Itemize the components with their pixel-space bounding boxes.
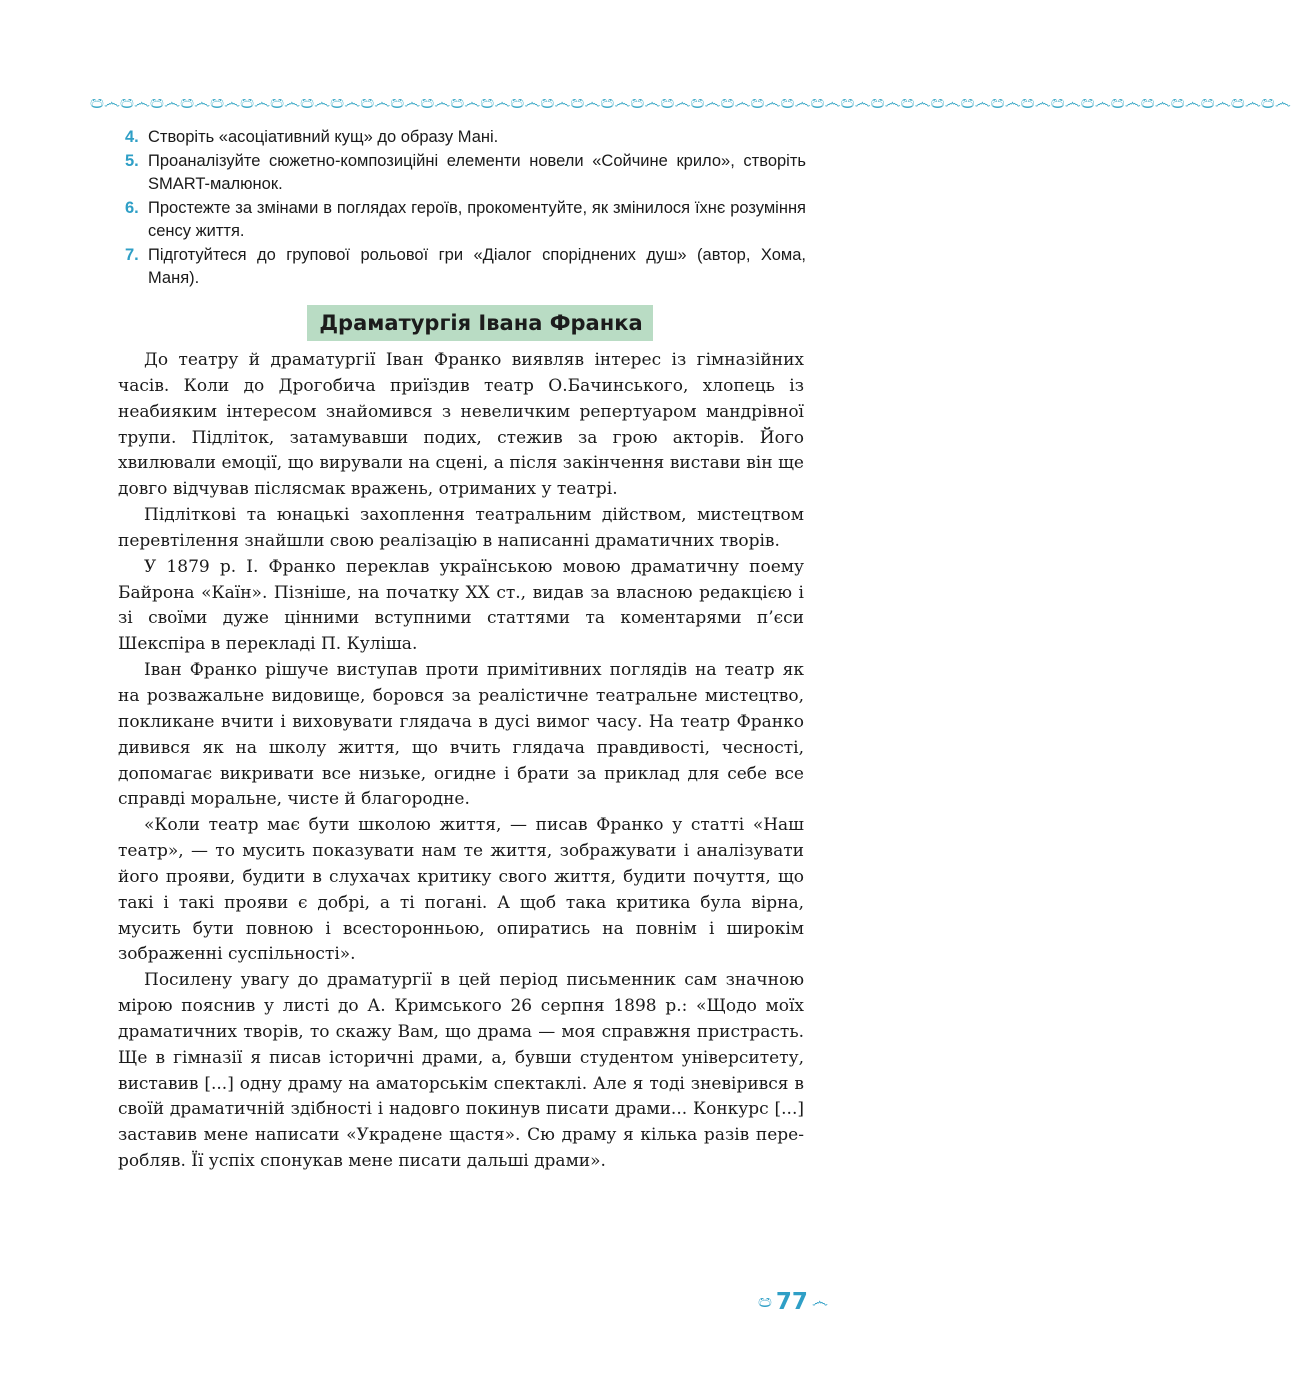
task-number: 4. — [125, 128, 139, 146]
article-body — [118, 348, 804, 1175]
task-text: Простежте за змінами в поглядах героїв, прокоментуйте, як змінилося їхнє розуміння сенсу життя. — [148, 199, 806, 240]
section-heading-wrap — [0, 305, 952, 341]
page-number: 77 — [775, 1289, 808, 1315]
task-text: Створіть «асоціативний кущ» до образу Мані. — [148, 128, 499, 146]
task-text: Підготуйтеся до групової рольової гри «Діалог споріднених душ» (автор, Хома, Маня). — [148, 246, 806, 287]
ornament-left-icon: ඏ — [758, 1292, 772, 1312]
list-item — [122, 244, 806, 290]
paragraph: Посилену увагу до драматургії в цей період письменник сам значною мірою пояснив у листі до А. Кримського 26 серпня 1898 р.: «Щодо моїх драматичних творів, то скажу Вам, що драма — моя справжня пристрасть. Ще в гімназії я писав історичні драми, а, бувши студентом університету, виставив [...] одну драму на аматорськім спектаклі. Але я тоді зневірився в своїй драматичній здібності і надовго покинув писати драми... Конкурс [...] заставив мене написати «Украдене щастя». Сю драму я кілька разів переробляв. Її успіх спонукав мене писати дальші драми». — [118, 970, 804, 1172]
page-number-block — [758, 1287, 828, 1317]
task-number: 6. — [125, 199, 139, 217]
section-title: Драматургія Івана Франка — [307, 305, 652, 341]
task-text: Проаналізуйте сюжетно-композиційні елементи новели «Сойчине крило», створіть SMART-малюнок. — [148, 152, 806, 193]
ornament-right-icon: ෴ — [811, 1292, 829, 1312]
paragraph: Іван Франко рішуче виступав проти примітивних поглядів на театр як на розважальне видовище, боровся за реалістичне театральне мистецтво, покликане вчити і виховувати глядача в дусі вимог часу. На театр Франко дивився як на школу життя, що вчить глядача правдивості, чесності, допомагає викривати все низьке, огидне і брати за приклад для себе все справді моральне, чисте й благородне. — [118, 660, 804, 810]
paragraph: Підліткові та юнацькі захоплення театральним дійством, мистецтвом перевтілення знайшли свою реалізацію в написанні драматичних творів. — [118, 505, 804, 551]
list-item — [122, 150, 806, 196]
list-item — [122, 126, 806, 149]
task-number: 5. — [125, 152, 139, 170]
task-number: 7. — [125, 246, 139, 264]
task-list — [122, 126, 806, 291]
paragraph: «Коли театр має бути школою життя, — писав Франко у статті «Наш театр», — то мусить показувати нам те життя, зображувати і аналізувати його прояви, будити в слухачах критику свого життя, будити почуття, що такі і такі прояви є добрі, а ті погані. А щоб така критика була вірна, мусить бути повною і всесторонньою, опиратись на повнім і широкім зображенні суспільності». — [118, 815, 804, 965]
header-ornament: ඏ෴ඏ෴ඏ෴ඏ෴ඏ෴ඏ෴ඏ෴ඏ෴ඏ෴ඏ෴ඏ෴ඏ෴ඏ෴ඏ෴ඏ෴ඏ෴ඏ෴ඏ෴ඏ෴ඏ෴ඏ෴ඏ෴ඏ෴ඏ෴ඏ෴ඏ෴ඏ෴ඏ෴ඏ෴ඏ෴ඏ෴ඏ෴ඏ෴ඏ෴ඏ෴ඏ෴ඏ෴ඏ෴ඏ෴ඏ෴ — [90, 93, 1291, 113]
list-item — [122, 197, 806, 243]
paragraph: До театру й драматургії Іван Франко виявляв інтерес із гімназійних часів. Коли до Дрогобича приїздив театр О.Бачинського, хлопець із неабияким інтересом знайомився з невеличким репертуаром мандрівної трупи. Підліток, затамувавши подих, стежив за грою акторів. Його хвилювали емоції, що вирували на сцені, а після закінчення вистави він ще довго відчував післясмак вражень, отриманих у театрі. — [118, 350, 804, 500]
paragraph: У 1879 р. І. Франко переклав українською мовою драматичну поему Байрона «Каїн». Пізніше, на початку XX ст., видав за власною редакцією і зі своїми дуже цінними вступними статтями та коментарями п’єси Шекспіра в перекладі П. Куліша. — [118, 556, 804, 655]
